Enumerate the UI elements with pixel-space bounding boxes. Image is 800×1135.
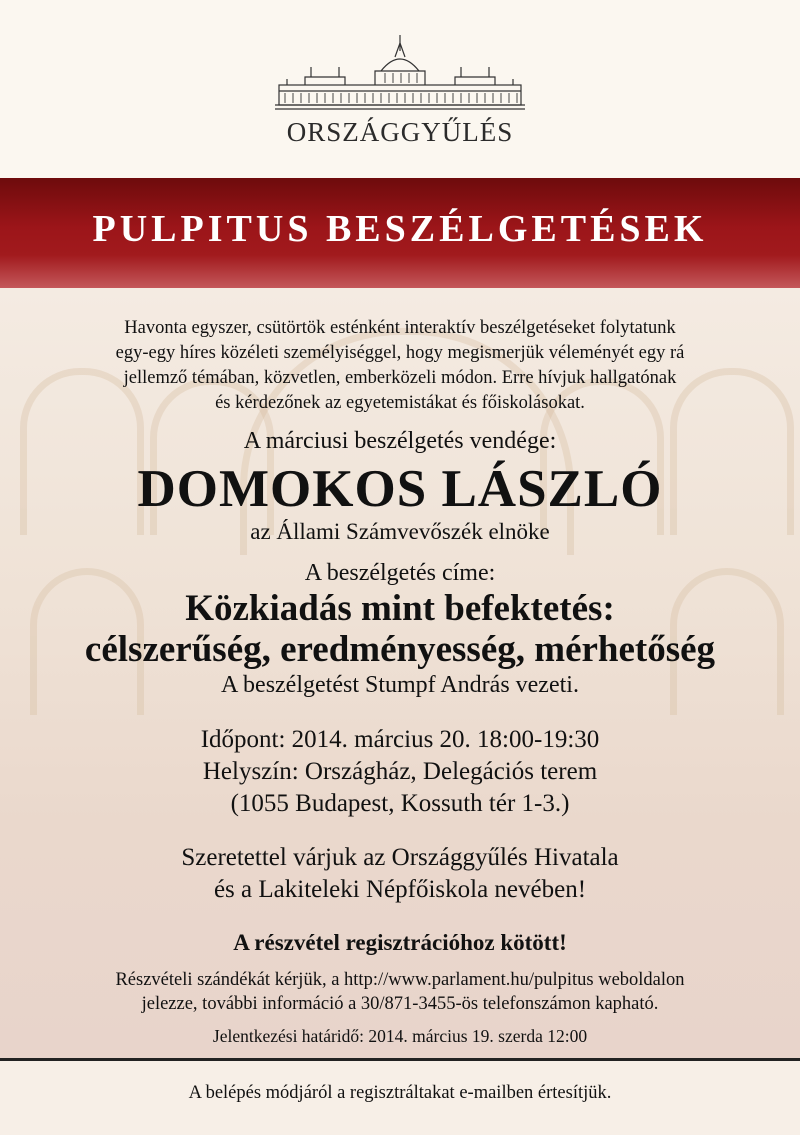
- main-content: [0, 288, 800, 1047]
- footer: [0, 1058, 800, 1135]
- parliament-building-icon: [275, 33, 525, 113]
- intro-line: jellemző témában, közvetlen, emberközeli módon. Erre hívjuk hallgatónak: [123, 368, 677, 388]
- banner-title: PULPITUS BESZÉLGETÉSEK: [92, 208, 708, 250]
- welcome-line: Szeretettel várjuk az Országgyűlés Hivatala: [181, 844, 619, 871]
- logo-text: ORSZÁGGYŰLÉS: [286, 117, 514, 147]
- event-time: Időpont: 2014. március 20. 18:00-19:30: [200, 726, 600, 753]
- topic-label: A beszélgetés címe:: [304, 560, 496, 586]
- topic-title-line1: Közkiadás mint befektetés:: [185, 588, 615, 629]
- registration-headline: A részvétel regisztrációhoz kötött!: [233, 930, 567, 955]
- intro-line: és kérdezőnek az egyetemistákat és főiskolásokat.: [215, 393, 585, 413]
- guest-label: A márciusi beszélgetés vendége:: [243, 428, 557, 454]
- event-place: Helyszín: Országház, Delegációs terem: [202, 758, 598, 785]
- welcome-line: és a Lakiteleki Népfőiskola nevében!: [213, 876, 587, 903]
- intro-line: egy-egy híres közéleti személyiséggel, hogy megismerjük véleményét egy rá: [115, 343, 685, 363]
- intro-paragraph: [30, 316, 770, 416]
- guest-name: DOMOKOS LÁSZLÓ: [137, 460, 663, 518]
- footer-text: A belépés módjáról a regisztráltakat e-mailben értesítjük.: [188, 1083, 612, 1103]
- event-address: (1055 Budapest, Kossuth tér 1-3.): [230, 790, 570, 817]
- topic-title-line2: célszerűség, eredményesség, mérhetőség: [84, 629, 716, 670]
- guest-role: az Állami Számvevőszék elnöke: [250, 519, 550, 544]
- intro-line: Havonta egyszer, csütörtök esténként interaktív beszélgetéseket folytatunk: [124, 318, 676, 338]
- registration-line: Részvételi szándékát kérjük, a http://www.parlament.hu/pulpitus weboldalon: [115, 970, 685, 990]
- header: [0, 0, 800, 178]
- moderator: A beszélgetést Stumpf András vezeti.: [221, 672, 579, 698]
- registration-deadline: Jelentkezési határidő: 2014. március 19. szerda 12:00: [212, 1026, 588, 1046]
- registration-line: jelezze, további információ a 30/871-3455-ös telefonszámon kapható.: [141, 994, 659, 1014]
